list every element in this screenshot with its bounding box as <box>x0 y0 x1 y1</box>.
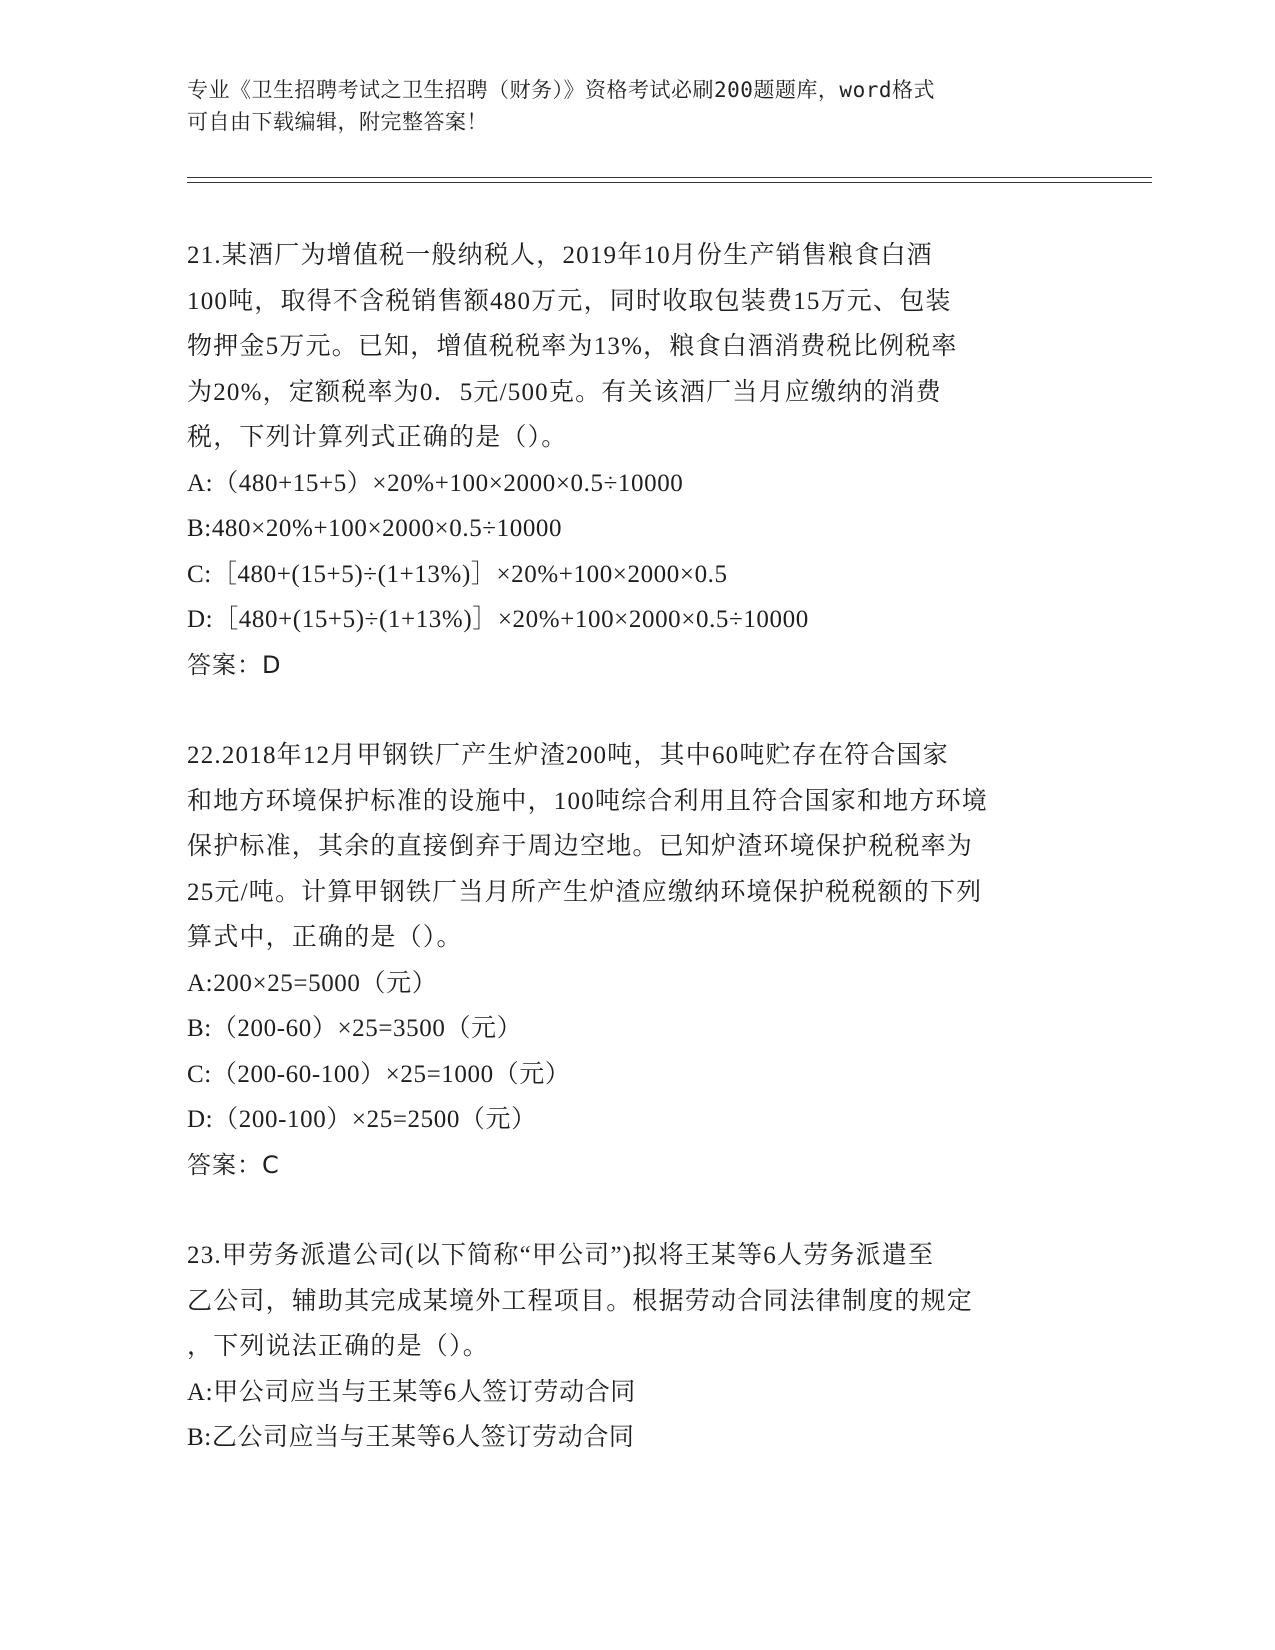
question-text-line: 25元/吨。计算甲钢铁厂当月所产生炉渣应缴纳环境保护税税额的下列 <box>187 878 983 906</box>
option-a: A:甲公司应当与王某等6人签订劳动合同 <box>187 1378 636 1406</box>
answer-label: 答案：D <box>187 650 282 679</box>
option-c: C:［480+(15+5)÷(1+13%)］×20%+100×2000×0.5 <box>187 560 728 588</box>
question-text-line: 税，下列计算列式正确的是（）。 <box>187 424 568 451</box>
question-spacer <box>187 1188 1087 1233</box>
option-a: A:（480+15+5）×20%+100×2000×0.5÷10000 <box>187 469 684 497</box>
header-title-line-1: 专业《卫生招聘考试之卫生招聘（财务）》资格考试必刷200题题库，word格式 <box>187 78 935 102</box>
question-text-line: 物押金5万元。已知，增值税税率为13%，粮食白酒消费税比例税率 <box>187 333 958 360</box>
option-b: B:480×20%+100×2000×0.5÷10000 <box>187 515 563 542</box>
header-title-line-2: 可自由下载编辑，附完整答案！ <box>187 110 488 134</box>
question-text-line: 21.某酒厂为增值税一般纳税人，2019年10月份生产销售粮食白酒 <box>187 242 933 269</box>
question-text-line: 22.2018年12月甲钢铁厂产生炉渣200吨，其中60吨贮存在符合国家 <box>187 742 949 769</box>
answer-label: 答案：C <box>187 1150 280 1179</box>
question-text-line: 100吨，取得不含税销售额480万元，同时收取包装费15万元、包装 <box>187 287 952 315</box>
question-text-line: ，下列说法正确的是（）。 <box>187 1333 489 1360</box>
option-c: C:（200-60-100）×25=1000（元） <box>187 1060 571 1088</box>
question-22 <box>187 733 1087 1188</box>
question-text-line: 算式中，正确的是（）。 <box>187 924 463 951</box>
question-23 <box>187 1233 1087 1461</box>
question-21 <box>187 233 1087 688</box>
option-d: D:（200-100）×25=2500（元） <box>187 1106 537 1133</box>
option-b: B:乙公司应当与王某等6人签订劳动合同 <box>187 1424 635 1451</box>
header-divider-bottom <box>187 182 1152 183</box>
option-a: A:200×25=5000（元） <box>187 969 438 997</box>
question-text-line: 23.甲劳务派遣公司(以下简称“甲公司”)拟将王某等6人劳务派遣至 <box>187 1242 935 1269</box>
question-list <box>187 233 1087 1461</box>
header-divider-top <box>187 177 1152 178</box>
option-d: D:［480+(15+5)÷(1+13%)］×20%+100×2000×0.5÷10000 <box>187 606 809 633</box>
document-header <box>187 74 1087 138</box>
question-text-line: 乙公司，辅助其完成某境外工程项目。根据劳动合同法律制度的规定 <box>187 1287 974 1315</box>
option-b: B:（200-60）×25=3500（元） <box>187 1015 523 1042</box>
question-text-line: 和地方环境保护标准的设施中，100吨综合利用且符合国家和地方环境 <box>187 787 988 815</box>
question-spacer <box>187 688 1087 733</box>
question-text-line: 为20%，定额税率为0．5元/500克。有关该酒厂当月应缴纳的消费 <box>187 378 942 406</box>
question-text-line: 保护标准，其余的直接倒弃于周边空地。已知炉渣环境保护税税率为 <box>187 833 974 860</box>
